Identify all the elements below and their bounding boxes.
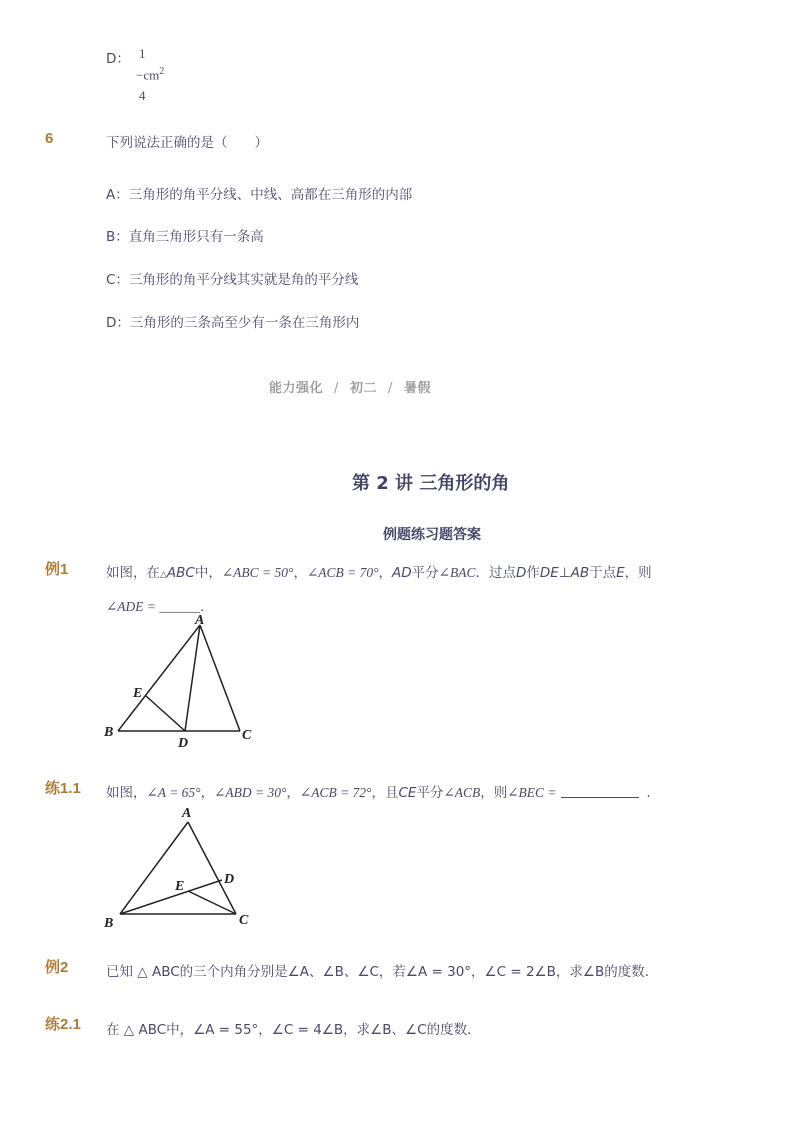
segment-ce — [188, 891, 236, 914]
fraction-dash: − — [136, 67, 144, 83]
footer-part3: 暑假 — [403, 381, 431, 396]
math: ∠BAC — [438, 565, 476, 580]
text: 中， — [194, 565, 222, 581]
option-label: B： — [106, 229, 129, 245]
q6-option-a[interactable] — [106, 183, 412, 203]
ex1-triangle-figure — [100, 612, 270, 752]
section-title: 例题练习题答案 — [383, 527, 481, 543]
label-b: B — [104, 916, 114, 931]
q6-option-c[interactable] — [106, 268, 358, 288]
var-e: E — [616, 565, 625, 581]
q6-number: 6 — [45, 130, 54, 147]
math: ∠BEC = — [507, 785, 557, 800]
math: ∠ACB = 72° — [299, 785, 372, 800]
triangle-symbol: △ — [160, 570, 167, 580]
footer-part1: 能力强化 — [269, 381, 324, 396]
text: 如图， — [106, 785, 147, 801]
segment-ac — [188, 822, 236, 914]
perp-symbol: ⊥ — [558, 565, 571, 581]
var-de: DE — [539, 565, 559, 581]
q5-option-d-label: D： — [106, 51, 130, 67]
ex1-line1 — [106, 561, 652, 581]
text: 如图，在 — [106, 565, 160, 581]
answer-blank[interactable] — [561, 785, 639, 798]
var-ad: AD — [392, 565, 412, 581]
text: 于点 — [589, 565, 617, 581]
q5-option-d-numerator: 1 — [139, 46, 146, 61]
var-ce: CE — [398, 785, 417, 801]
ex2-text: 已知 △ ABC的三个内角分别是∠A、∠B、∠C，若∠A = 30°，∠C = 2∠B，求∠B的度数． — [106, 964, 659, 980]
text: 作 — [526, 565, 540, 581]
footer-separator: / — [334, 381, 339, 396]
label-c: C — [242, 728, 252, 743]
var-abc: ABC — [166, 565, 195, 581]
q6-option-b[interactable] — [106, 225, 264, 245]
ex1-number: 例1 — [45, 561, 69, 578]
var-ab: AB — [570, 565, 590, 581]
option-label: C： — [106, 272, 129, 288]
label-e: E — [175, 879, 185, 894]
label-b: B — [104, 725, 114, 740]
text: ， — [200, 785, 215, 801]
var-d: D — [515, 565, 527, 581]
unit-cm: cm — [143, 67, 160, 83]
text: ．过点 — [475, 565, 516, 581]
pr21-text: 在 △ ABC中，∠A = 55°，∠C = 4∠B，求∠B、∠C的度数． — [106, 1022, 481, 1038]
text: ，且 — [371, 785, 399, 801]
option-text: 直角三角形只有一条高 — [128, 229, 264, 245]
option-text: 三角形的三条高至少有一条在三角形内 — [129, 315, 360, 331]
text: ，则 — [624, 565, 652, 581]
footer-part2: 初二 — [349, 381, 377, 396]
text: ， — [286, 785, 300, 801]
math: ∠ABC = 50° — [221, 565, 294, 580]
q5-option-d-denominator: 4 — [139, 88, 146, 103]
math: ∠ACB — [443, 785, 481, 800]
text: ，则 — [480, 785, 508, 801]
footer-separator: / — [388, 381, 393, 396]
segment-ac — [200, 625, 240, 731]
unit-exponent: 2 — [159, 66, 165, 77]
segment-ab — [120, 822, 188, 914]
option-label: A： — [106, 187, 129, 203]
ex2-number: 例2 — [45, 959, 69, 976]
pr21-number: 练2.1 — [45, 1016, 81, 1033]
q6-stem: 下列说法正确的是（ ） — [106, 135, 268, 151]
label-a: A — [182, 806, 192, 821]
option-text: 三角形的角平分线其实就是角的平分线 — [128, 272, 359, 288]
q6-option-d[interactable] — [106, 311, 359, 331]
pr11-number: 练1.1 — [45, 780, 81, 797]
text: ． — [646, 785, 661, 801]
pr11-line1 — [106, 781, 660, 801]
text: 平分 — [411, 565, 439, 581]
label-a: A — [195, 613, 205, 628]
lecture-title: 第 2 讲 三角形的角 — [352, 473, 510, 494]
math: ∠A = 65° — [146, 785, 201, 800]
label-c: C — [239, 913, 249, 928]
segment-de — [146, 696, 185, 731]
label-d: D — [178, 736, 189, 751]
pr11-triangle-figure — [100, 802, 270, 934]
page-footer — [269, 377, 431, 396]
label-e: E — [133, 686, 143, 701]
option-text: 三角形的角平分线、中线、高都在三角形的内部 — [128, 187, 413, 203]
math: ∠ABD = 30° — [214, 785, 287, 800]
text: ， — [293, 565, 307, 581]
ex1-line2: ∠ADE = ______． — [106, 599, 214, 614]
option-label: D： — [106, 315, 130, 331]
text: 平分 — [416, 785, 444, 801]
q5-option-d-unit — [136, 66, 164, 83]
segment-bd — [120, 880, 222, 914]
math: ∠ACB = 70° — [306, 565, 379, 580]
text: ， — [378, 565, 393, 581]
label-d: D — [224, 872, 235, 887]
